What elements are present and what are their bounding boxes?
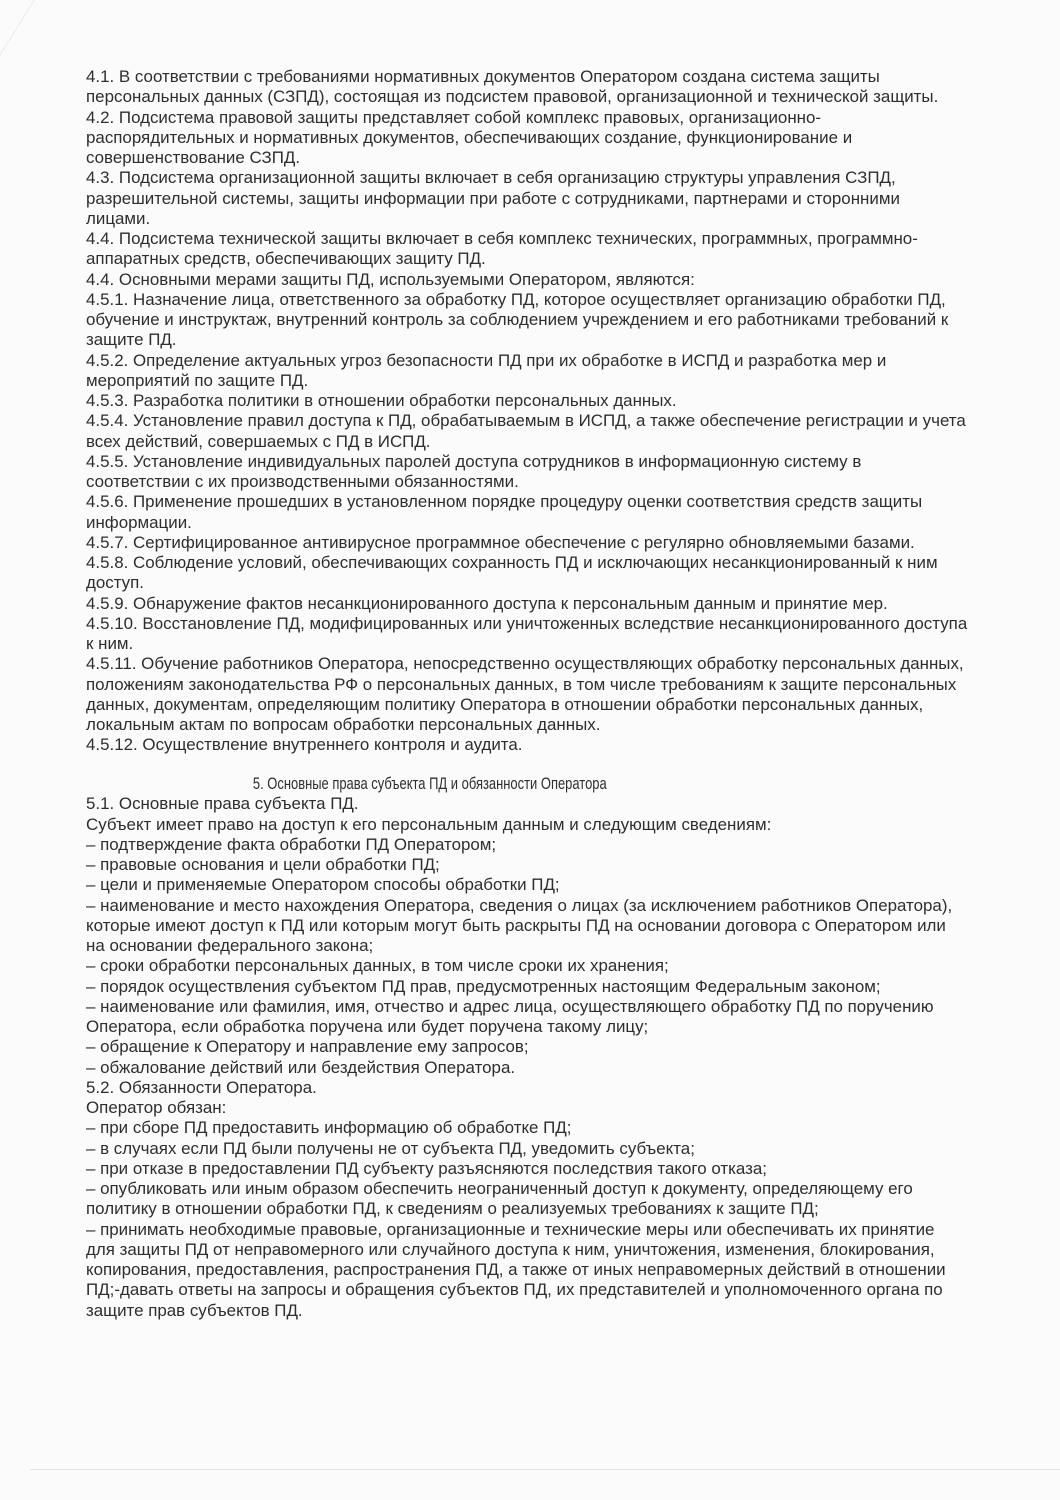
text-line: политику в отношении обработки ПД, к сведениям о реализуемых требованиях к защите ПД; [86, 1199, 819, 1219]
text-line: 4.3. Подсистема организационной защиты включает в себя организацию структуры управления СЗПД, [86, 168, 896, 188]
text-line: всех действий, совершаемых с ПД в ИСПД. [86, 431, 431, 451]
text-line: 4.4. Основными мерами защиты ПД, используемыми Оператором, являются: [86, 269, 695, 289]
text-line: 4.5.8. Соблюдение условий, обеспечивающих сохранность ПД и исключающих несанкционированный к ним [86, 553, 938, 572]
text-line: на основании федерального закона; [86, 936, 374, 955]
text-line: 4.5.6. Применение прошедших в установленном порядке процедуру оценки соответствия средств защиты [86, 492, 923, 512]
text-line: 4.5.4. Установление правил доступа к ПД, обрабатываемым в ИСПД, а также обеспечение регистрации и учета [86, 411, 966, 431]
text-line: разрешительной системы, защиты информации при работе с сотрудниками, партнерами и сторонними [86, 188, 900, 208]
text-line: к ним. [86, 634, 134, 653]
text-line: персональных данных (СЗПД), состоящая из подсистем правовой, организационной и технической защиты. [86, 87, 939, 107]
text-line: – при отказе в предоставлении ПД субъекту разъясняются последствия такого отказа; [86, 1158, 767, 1178]
text-line: для защиты ПД от неправомерного или случайного доступа к ним, уничтожения, изменения, блокирования, [86, 1239, 935, 1259]
section-5-rights-duties [86, 794, 1026, 1321]
text-line: Оператора, если обработка поручена или будет поручена такому лицу; [86, 1017, 649, 1036]
section-4-measures [86, 67, 1026, 756]
text-line: 4.5.5. Установление индивидуальных паролей доступа сотрудников в информационную систему в [86, 451, 862, 471]
scan-artifact-line [0, 0, 41, 109]
text-line: 5.2. Обязанности Оператора. [86, 1077, 317, 1097]
section-5-heading: 5. Основные права субъекта ПД и обязанности Оператора [252, 774, 607, 793]
text-line: – подтверждение факта обработки ПД Оператором; [86, 834, 497, 854]
text-line: 4.5.3. Разработка политики в отношении обработки персональных данных. [86, 391, 677, 410]
scan-artifact-line [30, 1469, 1060, 1470]
text-line: – обжалование действий или бездействия Оператора. [86, 1057, 516, 1077]
text-line: данных, документам, определяющим политику Оператора в отношении обработки персональных данных, [86, 694, 924, 714]
text-line: 4.5.1. Назначение лица, ответственного за обработку ПД, которое осуществляет организацию обработки ПД, [86, 289, 946, 309]
text-line: доступ. [86, 573, 144, 593]
text-line: 5.1. Основные права субъекта ПД. [86, 794, 359, 814]
text-line: – в случаях если ПД были получены не от субъекта ПД, уведомить субъекта; [86, 1138, 695, 1158]
document-body [86, 67, 1026, 1321]
text-line: 4.5.12. Осуществление внутреннего контроля и аудита. [86, 735, 523, 755]
text-line: копирования, предоставления, распространения ПД, а также от иных неправомерных действий в отношении [86, 1260, 946, 1279]
text-line: распорядительных и нормативных документов, обеспечивающих создание, функционирование и [86, 127, 853, 147]
text-line: положениям законодательства РФ о персональных данных, в том числе требованиям к защите персональных [86, 674, 957, 694]
text-line: – опубликовать или иным образом обеспечить неограниченный доступ к документу, определяющему его [86, 1179, 913, 1198]
text-line: 4.2. Подсистема правовой защиты представляет собой комплекс правовых, организационно- [86, 107, 822, 127]
text-line: – порядок осуществления субъектом ПД прав, предусмотренных настоящим Федеральным законом; [86, 976, 881, 996]
text-line: – правовые основания и цели обработки ПД; [86, 855, 440, 874]
text-line: 4.5.2. Определение актуальных угроз безопасности ПД при их обработке в ИСПД и разработка мер и [86, 350, 887, 370]
text-line: Субъект имеет право на доступ к его персональным данным и следующим сведениям: [86, 814, 772, 834]
text-line: совершенствование СЗПД. [86, 148, 301, 167]
text-line: 4.5.11. Обучение работников Оператора, непосредственно осуществляющих обработку персональных данных, [86, 654, 964, 674]
text-line: – принимать необходимые правовые, организационные и технические меры или обеспечивать их принятие [86, 1219, 935, 1239]
text-line: которые имеют доступ к ПД или которым могут быть раскрыты ПД на основании договора с Оператором или [86, 915, 946, 935]
blank-line [86, 756, 1026, 775]
text-line: 4.5.10. Восстановление ПД, модифицированных или уничтоженных вследствие несанкционированного доступа [86, 613, 968, 633]
text-line: лицами. [86, 208, 151, 228]
text-line: соответствии с их производственными обязанностями. [86, 472, 519, 491]
text-line: – наименование или фамилия, имя, отчество и адрес лица, осуществляющего обработку ПД по поручению [86, 996, 934, 1016]
text-line: защите прав субъектов ПД. [86, 1300, 303, 1320]
text-line: 4.4. Подсистема технической защиты включает в себя комплекс технических, программных, программно- [86, 229, 918, 248]
text-line: ПД;-давать ответы на запросы и обращения субъектов ПД, их представителей и уполномоченного органа по [86, 1280, 943, 1300]
text-line: – при сборе ПД предоставить информацию об обработке ПД; [86, 1118, 572, 1138]
text-line: – цели и применяемые Оператором способы обработки ПД; [86, 875, 560, 895]
text-line: Оператор обязан: [86, 1098, 227, 1117]
text-line: 4.5.9. Обнаружение фактов несанкционированного доступа к персональным данным и принятие мер. [86, 593, 888, 613]
text-line: 4.5.7. Сертифицированное антивирусное программное обеспечение с регулярно обновляемыми базами. [86, 532, 915, 552]
text-line: защите ПД. [86, 330, 177, 350]
text-line: обучение и инструктаж, внутренний контроль за соблюдением учреждением и его работниками требований к [86, 310, 949, 329]
text-line: информации. [86, 512, 192, 532]
text-line: аппаратных средств, обеспечивающих защиту ПД. [86, 249, 486, 269]
text-line: – сроки обработки персональных данных, в том числе сроки их хранения; [86, 956, 669, 976]
text-line: мероприятий по защите ПД. [86, 370, 309, 390]
text-line: локальным актам по вопросам обработки персональных данных. [86, 715, 601, 734]
text-line: 4.1. В соответствии с требованиями нормативных документов Оператором создана система защиты [86, 67, 880, 86]
text-line: – обращение к Оператору и направление ему запросов; [86, 1037, 529, 1057]
text-line: – наименование и место нахождения Оператора, сведения о лицах (за исключением работников Оператора), [86, 895, 953, 915]
